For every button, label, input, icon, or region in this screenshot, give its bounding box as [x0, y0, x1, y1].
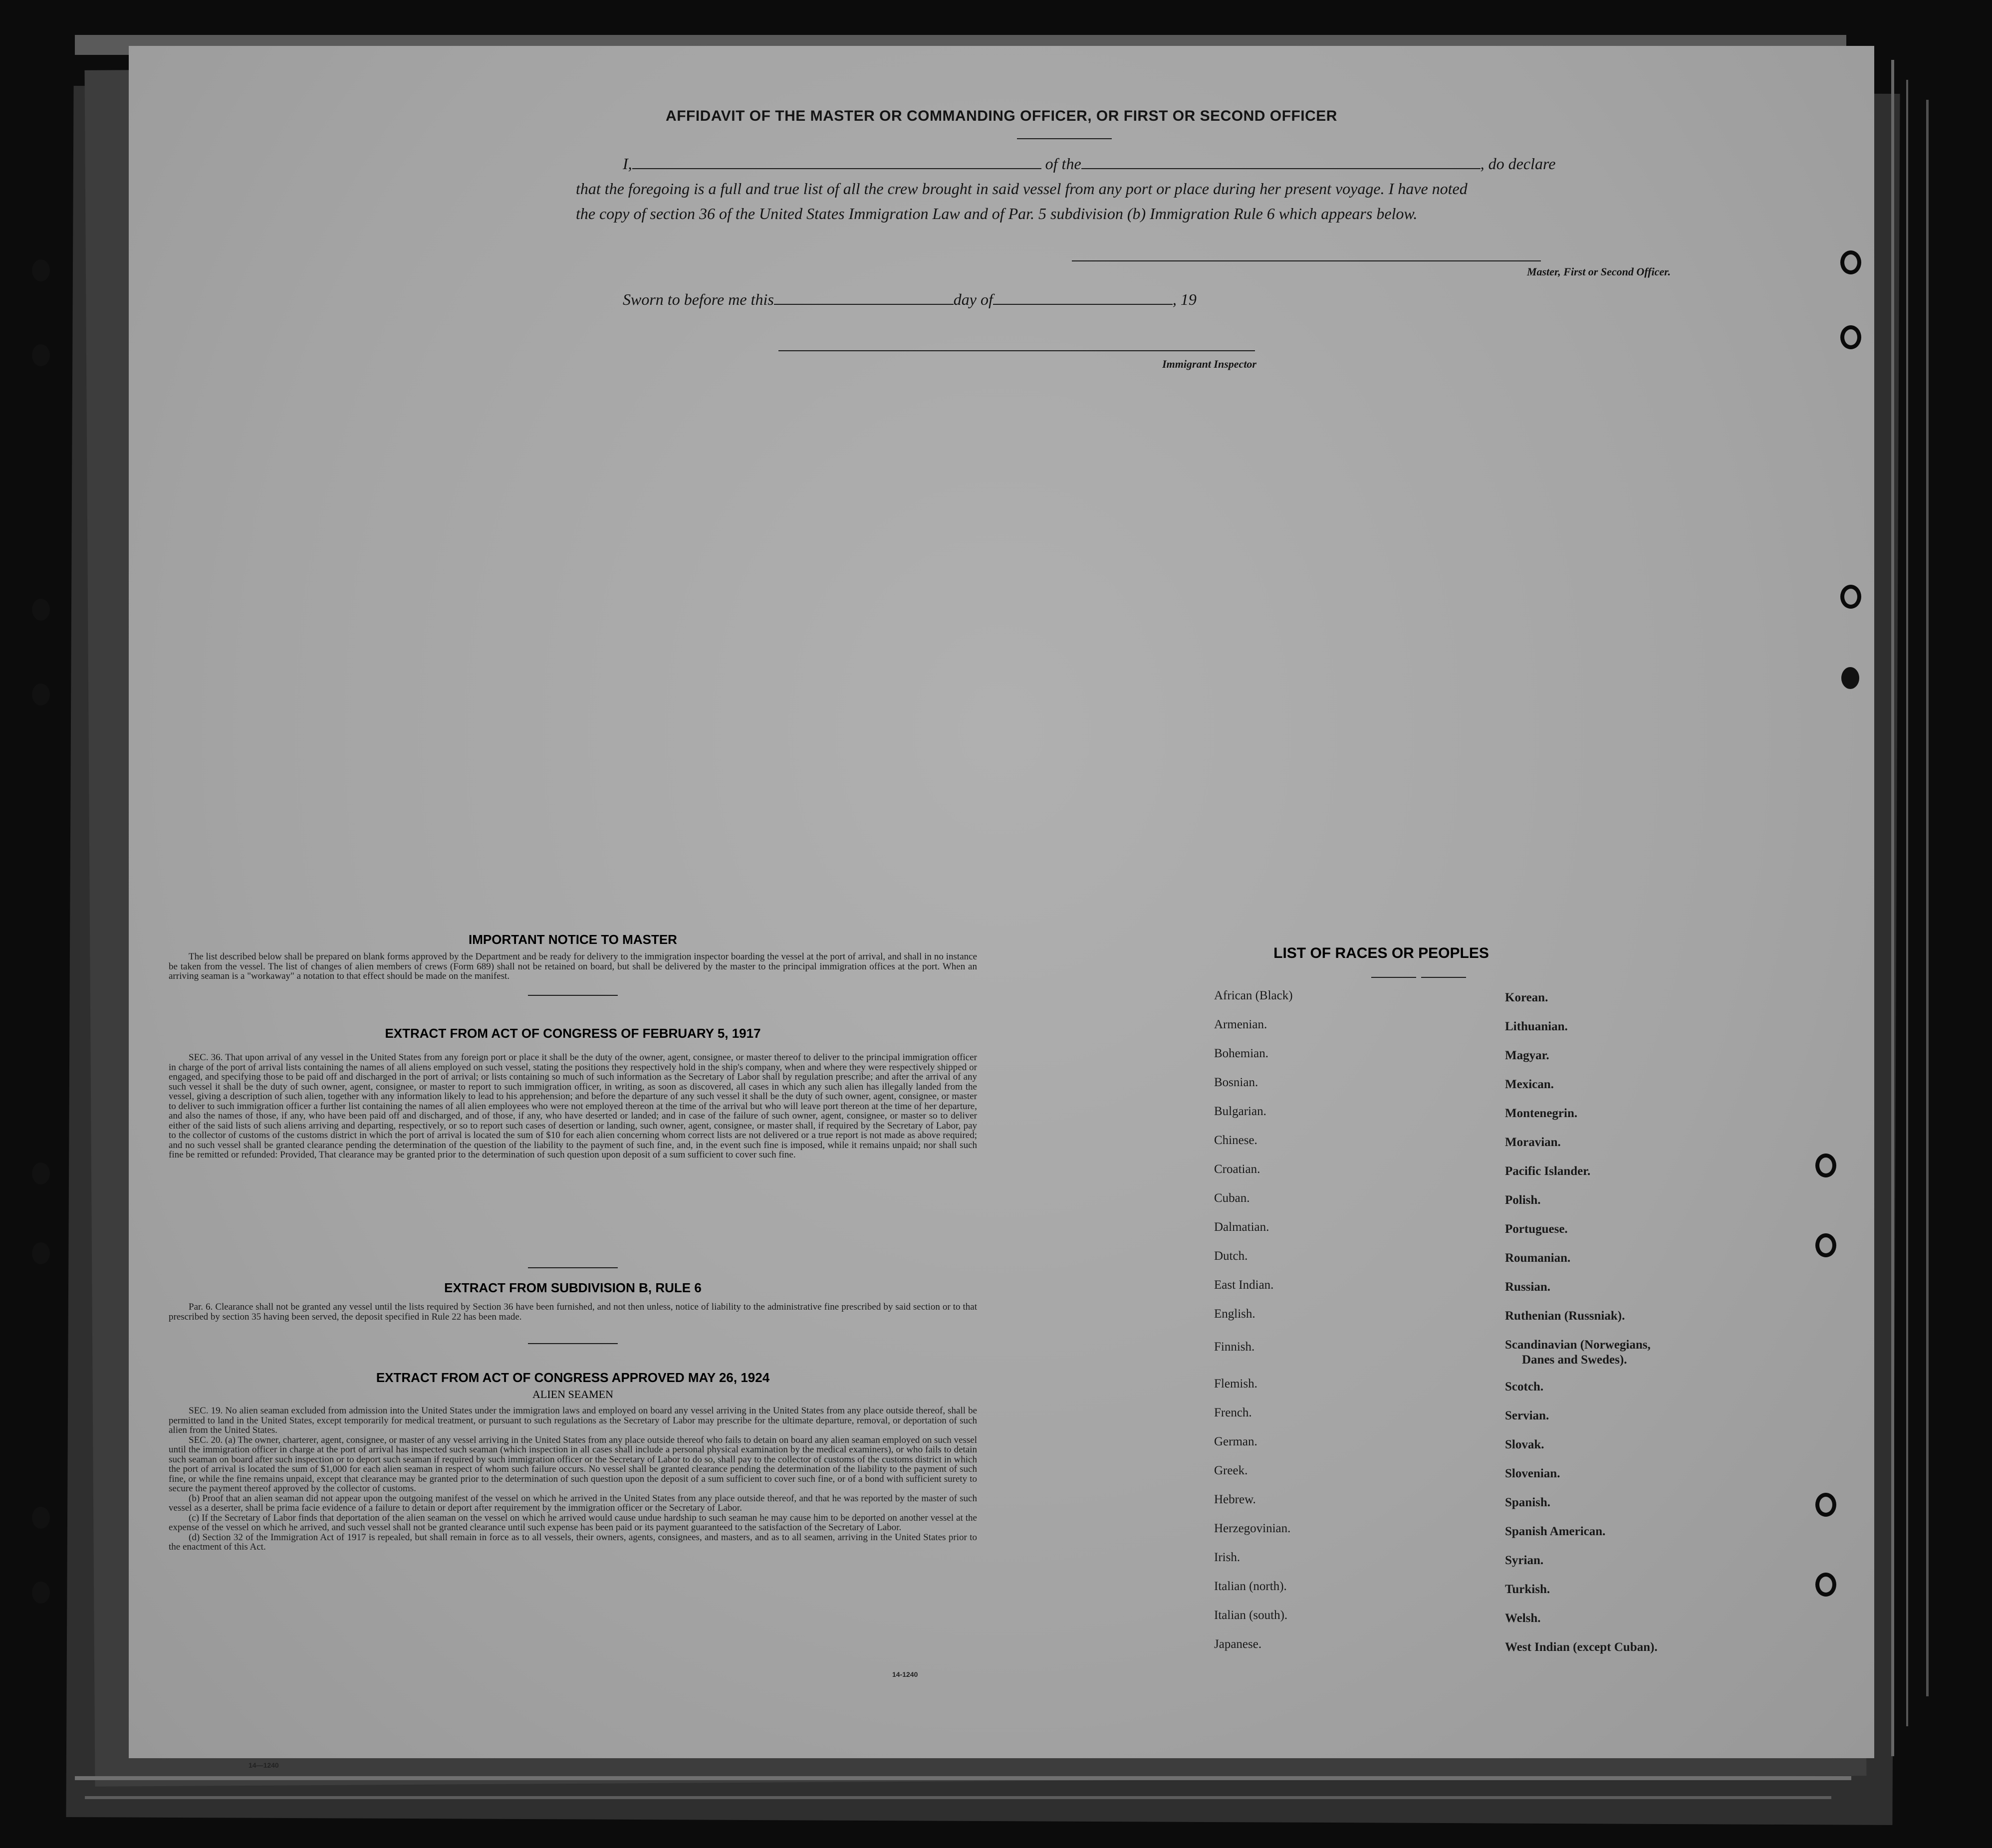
race-item: Montenegrin. — [1505, 1107, 1578, 1120]
races-title: LIST OF RACES OR PEOPLES — [1273, 945, 1489, 961]
race-item: Slovak. — [1505, 1438, 1544, 1451]
race-item: Syrian. — [1505, 1554, 1544, 1567]
race-item: Portuguese. — [1505, 1222, 1568, 1236]
do-declare-label: , do declare — [1480, 155, 1556, 173]
notice-body — [169, 952, 977, 981]
binder-hole — [32, 1507, 50, 1529]
notice-title: IMPORTANT NOTICE TO MASTER — [469, 932, 677, 947]
inspector-signature-field[interactable] — [778, 350, 1255, 351]
inspector-signature-label: Immigrant Inspector — [1162, 358, 1256, 370]
sec19-paragraph: SEC. 19. No alien seaman excluded from admission into the United States under the immigration laws and employed on board any vessel arriving in the United States from any place outside thereof, shall be permitted to land in the United States, except temporarily for medical treatment, or pursuant to such regulations as the Secretary of Labor may prescribe for the ultimate departure, removal, or deportation of such alien from the United States. — [169, 1405, 977, 1435]
extract-1917-body — [169, 1053, 977, 1160]
extract-1924-title: EXTRACT FROM ACT OF CONGRESS APPROVED MAY 26, 1924 — [376, 1370, 770, 1385]
race-item: Italian (south). — [1214, 1609, 1288, 1622]
sec36-paragraph: SEC. 36. That upon arrival of any vessel in the United States from any foreign port or place it shall be the duty of the owner, agent, consignee, or master thereof to deliver to the principal immigration officer in charge of the port of arrival lists containing the names of all aliens employed on such vessel, stating the positions they respectively hold in the ship's company, when and where they were respectively shipped or engaged, and specifying those to be paid off and discharged in the port of arrival; or lists containing so much of such information as the Secretary of Labor shall by regulation prescribe; and after the arrival of any such vessel it shall be the duty of such owner, agent, consignee, or master to report to such immigration officer, in writing, as soon as discovered, all cases in which any such alien has illegally landed from the vessel, giving a description of such alien, together with any information likely to lead to his apprehension; and before the departure of any such vessel it shall be the duty of such owner, agent, consignee, or master to deliver to such immigration officer a further list containing the names of all alien employees who were not employed thereon at the time of the arrival but who will leave port thereon at the time of her departure, and also the names of those, if any, who have been paid off and discharged, and of those, if any, who have deserted or landed; and in case of the failure of such owner, agent, consignee, or master so to deliver either of the said lists of such aliens arriving and departing, respectively, or so to report such cases of desertion or landing, such owner, agent, consignee, or master shall, if required by the Secretary of Labor, pay to the collector of customs of the customs district in which the port of arrival is located the sum of $10 for each alien concerning whom correct lists are not delivered or a true report is not made as above required; and no such vessel shall be granted clearance pending the determination of the question of the liability to the payment of such fine, and, in the event such fine is imposed, while it remains unpaid; nor shall such fine be remitted or refunded: Provided, That clearance may be granted prior to the determination of such question upon deposit of a sum sufficient to cover such fine. — [169, 1052, 977, 1160]
of-the-label: of the — [1045, 155, 1081, 173]
binder-hole — [1840, 250, 1861, 274]
race-item: Italian (north). — [1214, 1580, 1287, 1593]
race-item: Chinese. — [1214, 1134, 1257, 1147]
par6-paragraph: Par. 6. Clearance shall not be granted any vessel until the lists required by Section 36 have been furnished, and not then unless, notice of liability to the administrative fine prescribed by said section or to that prescribed by section 35 having been served, the deposit specified in Rule 22 has been made. — [169, 1302, 977, 1322]
race-item: Greek. — [1214, 1464, 1248, 1477]
race-item: Lithuanian. — [1505, 1020, 1568, 1033]
bottom-form-number: 14—1240 — [249, 1761, 279, 1769]
declare-i-label: I, — [623, 155, 632, 173]
race-item: Finnish. — [1214, 1340, 1255, 1354]
binder-hole — [1840, 585, 1861, 609]
vessel-name-field[interactable] — [1081, 168, 1481, 169]
sec20d-paragraph: (d) Section 32 of the Immigration Act of 1917 is repealed, but shall remain in force as to all vessels, their owners, agents, consignees, and masters, and as to all seamen, arriving in the United States prior to the enactment of this Act. — [169, 1532, 977, 1552]
race-item: Scotch. — [1505, 1380, 1544, 1393]
declaration-line — [623, 155, 1691, 173]
day-of-label: day of — [953, 290, 993, 308]
race-item: Moravian. — [1505, 1136, 1561, 1149]
race-item: Spanish American. — [1505, 1525, 1606, 1538]
extract-1917-title: EXTRACT FROM ACT OF CONGRESS OF FEBRUARY 5, 1917 — [385, 1026, 761, 1041]
extract-rule6-title: EXTRACT FROM SUBDIVISION B, RULE 6 — [444, 1280, 702, 1295]
race-item: Ruthenian (Russniak). — [1505, 1309, 1625, 1323]
declaration-text-2: that the foregoing is a full and true list of all the crew brought in said vessel from any port or place during her present voyage. I have noted — [576, 180, 1468, 198]
notice-paragraph: The list described below shall be prepared on blank forms approved by the Department and be ready for delivery to the immigration inspector boarding the vessel at the port of arrival, and shall in no instance be taken from the vessel. The list of changes of alien members of crews (Form 689) shall not be retained on board, but shall be delivered by the master to the principal immigration offices at the port. When an arriving seaman is a "workaway" a notation to that effect should be made on the manifest. — [169, 951, 977, 981]
race-item: East Indian. — [1214, 1278, 1274, 1292]
sec20b-paragraph: (b) Proof that an alien seaman did not appear upon the outgoing manifest of the vessel on which he arrived in the United States from any place outside thereof, and that he was reported by the master of such vessel as a deserter, shall be prima facie evidence of a failure to detain or deport after requirement by the immigration officer or the Secretary of Labor. — [169, 1493, 977, 1513]
race-item: Slovenian. — [1505, 1467, 1560, 1480]
race-item: Cuban. — [1214, 1191, 1250, 1205]
race-item: Turkish. — [1505, 1583, 1550, 1596]
declaration-text-3: the copy of section 36 of the United States Immigration Law and of Par. 5 subdivision (b) Immigration Rule 6 which appears below. — [576, 205, 1418, 223]
form-number: 14-1240 — [892, 1670, 918, 1678]
section-divider — [528, 1343, 618, 1344]
race-item: Danes and Swedes). — [1522, 1353, 1627, 1367]
race-item: Pacific Islander. — [1505, 1164, 1591, 1178]
race-item: Armenian. — [1214, 1018, 1267, 1031]
sec20a-paragraph: SEC. 20. (a) The owner, charterer, agent, consignee, or master of any vessel arriving in the United States from any place outside thereof who fails to detain on board any alien seaman employed on such vessel until the immigration officer in charge at the port of arrival has inspected such seaman (which inspection in all cases shall include a personal physical examination by the medical examiners), or who fails to detain such seaman on board after such inspection or to deport such seaman if required by such immigration officer or the Secretary of Labor to do so, shall pay to the collector of customs of the customs district in which the port of arrival is located the sum of $1,000 for each alien seaman in respect of whom such failure occurs. No vessel shall be granted clearance pending the determination of the liability to the payment of such fine, or while the fine remains unpaid, except that clearance may be granted prior to the determination of such question upon the deposit of a sum sufficient to cover such fine, or of a bond with sufficient surety to secure the payment thereof approved by the collector of customs. — [169, 1434, 977, 1494]
race-item: English. — [1214, 1307, 1255, 1321]
race-item: Croatian. — [1214, 1162, 1260, 1176]
master-signature-field[interactable] — [1072, 260, 1541, 261]
race-item: African (Black) — [1214, 989, 1293, 1002]
race-item: Scandinavian (Norwegians, — [1505, 1338, 1651, 1352]
races-divider — [1421, 977, 1466, 978]
race-item: Dutch. — [1214, 1249, 1248, 1263]
race-item: Welsh. — [1505, 1612, 1541, 1625]
binder-hole — [32, 1162, 50, 1184]
race-item: Servian. — [1505, 1409, 1549, 1422]
race-item: German. — [1214, 1435, 1257, 1448]
race-item: Herzegovinian. — [1214, 1522, 1291, 1535]
race-item: Russian. — [1505, 1280, 1551, 1294]
sworn-line — [623, 290, 1197, 309]
sworn-label: Sworn to before me this — [623, 290, 774, 308]
binder-hole — [32, 1582, 50, 1604]
race-item: Dalmatian. — [1214, 1220, 1269, 1234]
race-item: Mexican. — [1505, 1078, 1554, 1091]
master-signature-label: Master, First or Second Officer. — [1526, 265, 1671, 278]
year-label: , 19 — [1172, 290, 1197, 308]
race-item: Spanish. — [1505, 1496, 1551, 1509]
race-item: West Indian (except Cuban). — [1505, 1640, 1658, 1654]
title-divider — [1017, 138, 1112, 139]
binder-hole — [32, 599, 50, 621]
binder-hole — [1840, 325, 1861, 349]
binder-hole — [32, 1242, 50, 1264]
race-item: Bosnian. — [1214, 1076, 1258, 1089]
binder-hole — [1815, 1573, 1836, 1597]
section-divider — [528, 995, 618, 996]
race-item: Hebrew. — [1214, 1493, 1256, 1506]
race-item: Polish. — [1505, 1193, 1541, 1207]
binder-hole — [32, 684, 50, 705]
sheet-edge — [75, 1776, 1851, 1780]
affidavit-title: AFFIDAVIT OF THE MASTER OR COMMANDING OFFICER, OR FIRST OR SECOND OFFICER — [666, 108, 1337, 124]
race-item: Korean. — [1505, 991, 1548, 1004]
race-item: Irish. — [1214, 1551, 1241, 1564]
binder-hole — [1815, 1154, 1836, 1177]
alien-seamen-subtitle: ALIEN SEAMEN — [532, 1388, 613, 1400]
sec20c-paragraph: (c) If the Secretary of Labor finds that deportation of the alien seaman on the vessel on which he arrived would cause undue hardship to such seaman he may cause him to be deported on another vessel at the expense of the vessel on which he arrived, and such vessel shall not be granted clearance until such expense has been paid or its payment guaranteed to the satisfaction of the Secretary of Labor. — [169, 1512, 977, 1533]
binder-hole — [1841, 667, 1859, 689]
sheet-edge — [1926, 100, 1929, 1696]
binder-hole — [1815, 1233, 1836, 1257]
binder-hole — [32, 344, 50, 366]
binder-hole — [1815, 1493, 1836, 1517]
races-divider — [1371, 977, 1416, 978]
race-item: Bulgarian. — [1214, 1105, 1266, 1118]
sheet-edge — [1891, 60, 1894, 1756]
race-item: Bohemian. — [1214, 1047, 1269, 1060]
race-item: Magyar. — [1505, 1049, 1549, 1062]
declarant-name-field[interactable] — [632, 168, 1041, 169]
race-item: Japanese. — [1214, 1637, 1262, 1651]
race-item: Roumanian. — [1505, 1251, 1571, 1265]
race-item: Flemish. — [1214, 1377, 1257, 1390]
sheet-edge — [85, 1796, 1831, 1799]
form-page — [129, 46, 1874, 1769]
extract-1924-body — [169, 1406, 977, 1552]
sheet-edge — [1906, 80, 1908, 1726]
binder-hole — [32, 259, 50, 281]
race-item: French. — [1214, 1406, 1252, 1419]
sworn-month-field[interactable] — [993, 304, 1173, 305]
extract-rule6-body — [169, 1302, 977, 1322]
sworn-day-field[interactable] — [774, 304, 954, 305]
section-divider — [528, 1267, 618, 1268]
